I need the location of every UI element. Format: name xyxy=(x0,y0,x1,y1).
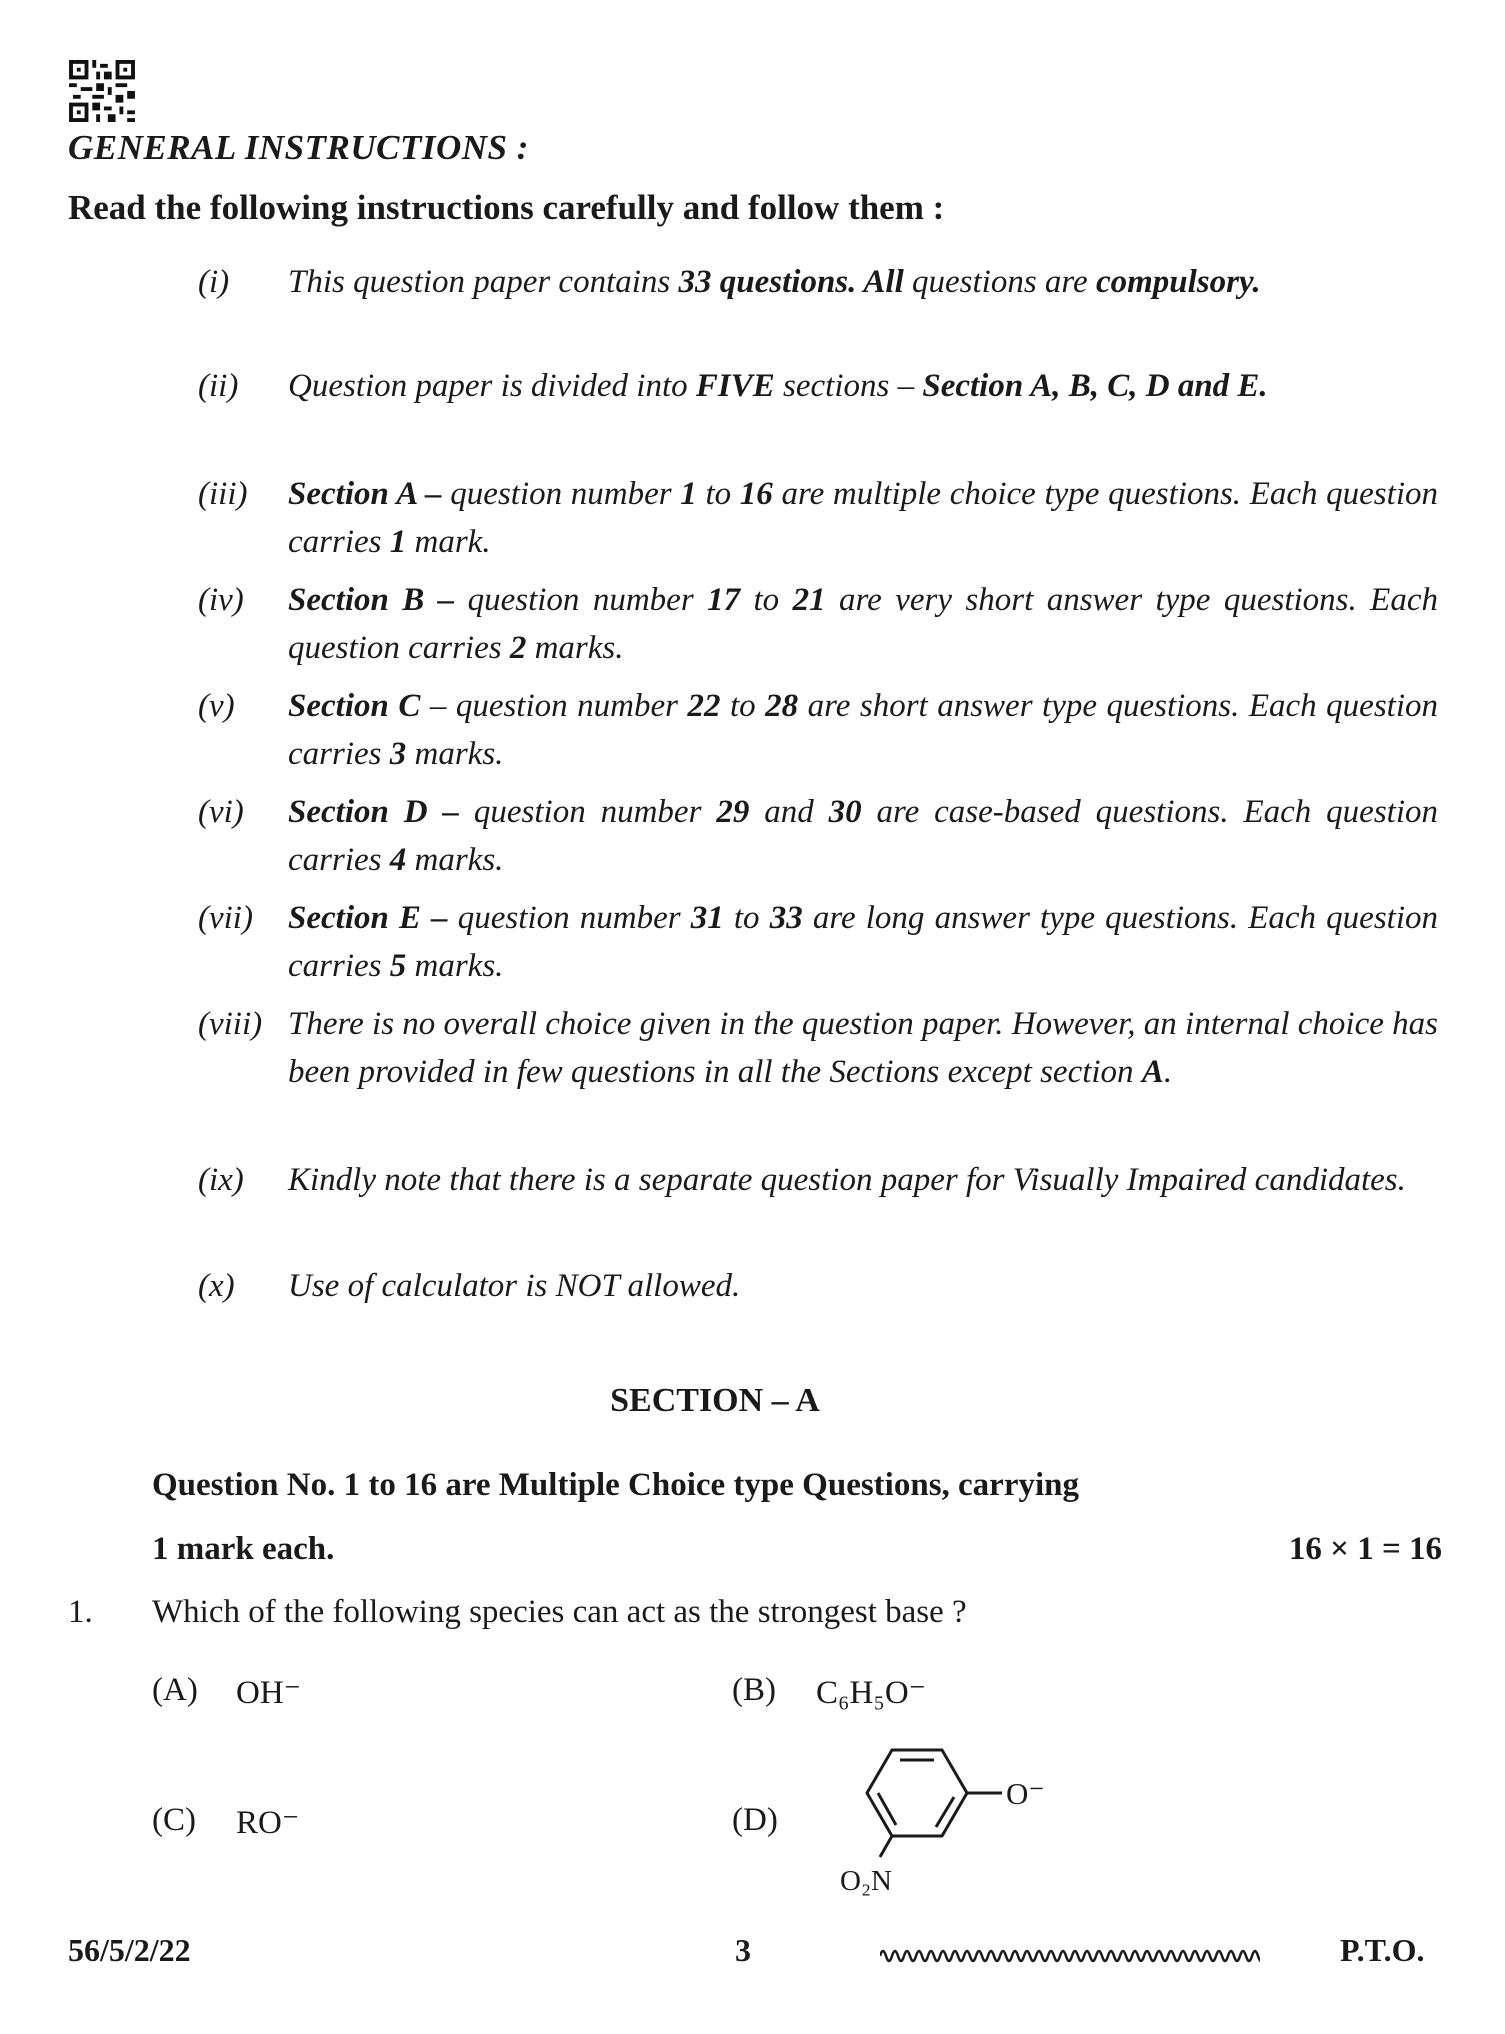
instruction-number: (vii) xyxy=(198,900,253,936)
instruction-number: (v) xyxy=(198,688,235,724)
instruction-text: Section E – question number 31 to 33 are long answer type questions. Each question carries 5 marks. xyxy=(288,900,1438,984)
instruction-number: (ii) xyxy=(198,368,239,404)
instruction-number: (iv) xyxy=(198,582,244,618)
qr-code-icon xyxy=(68,60,136,122)
substituent-nitro: O₂N xyxy=(840,1865,892,1897)
option-a-text: OH⁻ xyxy=(236,1675,302,1711)
option-a-label: (A) xyxy=(152,1672,198,1708)
instruction-number: (viii) xyxy=(198,1006,263,1042)
pto-label: P.T.O. xyxy=(1340,1932,1425,1968)
question-number: 1. xyxy=(68,1594,93,1630)
instruction-text: There is no overall choice given in the question paper. However, an internal choice has been provided in few questions in all the Sections except section A. xyxy=(288,1006,1438,1090)
section-a-marks: 16 × 1 = 16 xyxy=(1288,1531,1442,1567)
instruction-text: Section B – question number 17 to 21 are very short answer type questions. Each question carries 2 marks. xyxy=(288,582,1438,666)
instruction-text: This question paper contains 33 questions. All questions are compulsory. xyxy=(288,264,1261,300)
instruction-number: (x) xyxy=(198,1268,235,1304)
instruction-text: Section A – question number 1 to 16 are multiple choice type questions. Each question carries 1 mark. xyxy=(288,476,1438,560)
option-b-text: C₆H₅O⁻ xyxy=(816,1675,927,1711)
paper-code: 56/5/2/22 xyxy=(68,1932,191,1968)
option-c-text: RO⁻ xyxy=(236,1805,300,1841)
section-a-description xyxy=(152,1453,1442,1581)
question-text: Which of the following species can act as the strongest base ? xyxy=(152,1594,967,1630)
instruction-number: (ix) xyxy=(198,1162,244,1198)
instruction-number: (vi) xyxy=(198,794,244,830)
instructions-intro: Read the following instructions carefully and follow them : xyxy=(68,188,945,227)
instruction-text: Use of calculator is NOT allowed. xyxy=(288,1268,741,1304)
option-c-label: (C) xyxy=(152,1802,196,1838)
instruction-text: Section D – question number 29 and 30 are case-based questions. Each question carries 4 marks. xyxy=(288,794,1439,878)
instruction-number: (i) xyxy=(198,264,230,300)
section-a-heading: SECTION – A xyxy=(610,1382,820,1419)
wavy-divider xyxy=(880,1944,1260,1968)
instruction-text: Section C – question number 22 to 28 are short answer type questions. Each question carries 3 marks. xyxy=(288,688,1438,772)
option-b-label: (B) xyxy=(732,1672,776,1708)
section-a-line2: 1 mark each. xyxy=(152,1531,335,1567)
general-instructions-heading: GENERAL INSTRUCTIONS : xyxy=(68,128,529,167)
benzene-ring-structure xyxy=(840,1735,1070,1900)
instruction-text: Question paper is divided into FIVE sections – Section A, B, C, D and E. xyxy=(288,368,1268,404)
page-number: 3 xyxy=(735,1932,751,1968)
option-d-label: (D) xyxy=(732,1802,778,1838)
instruction-number: (iii) xyxy=(198,476,248,512)
substituent-oxide: O⁻ xyxy=(1006,1776,1045,1811)
section-a-line1: Question No. 1 to 16 are Multiple Choice type Questions, carrying xyxy=(152,1467,1079,1503)
instruction-text: Kindly note that there is a separate question paper for Visually Impaired candidates. xyxy=(288,1162,1406,1198)
